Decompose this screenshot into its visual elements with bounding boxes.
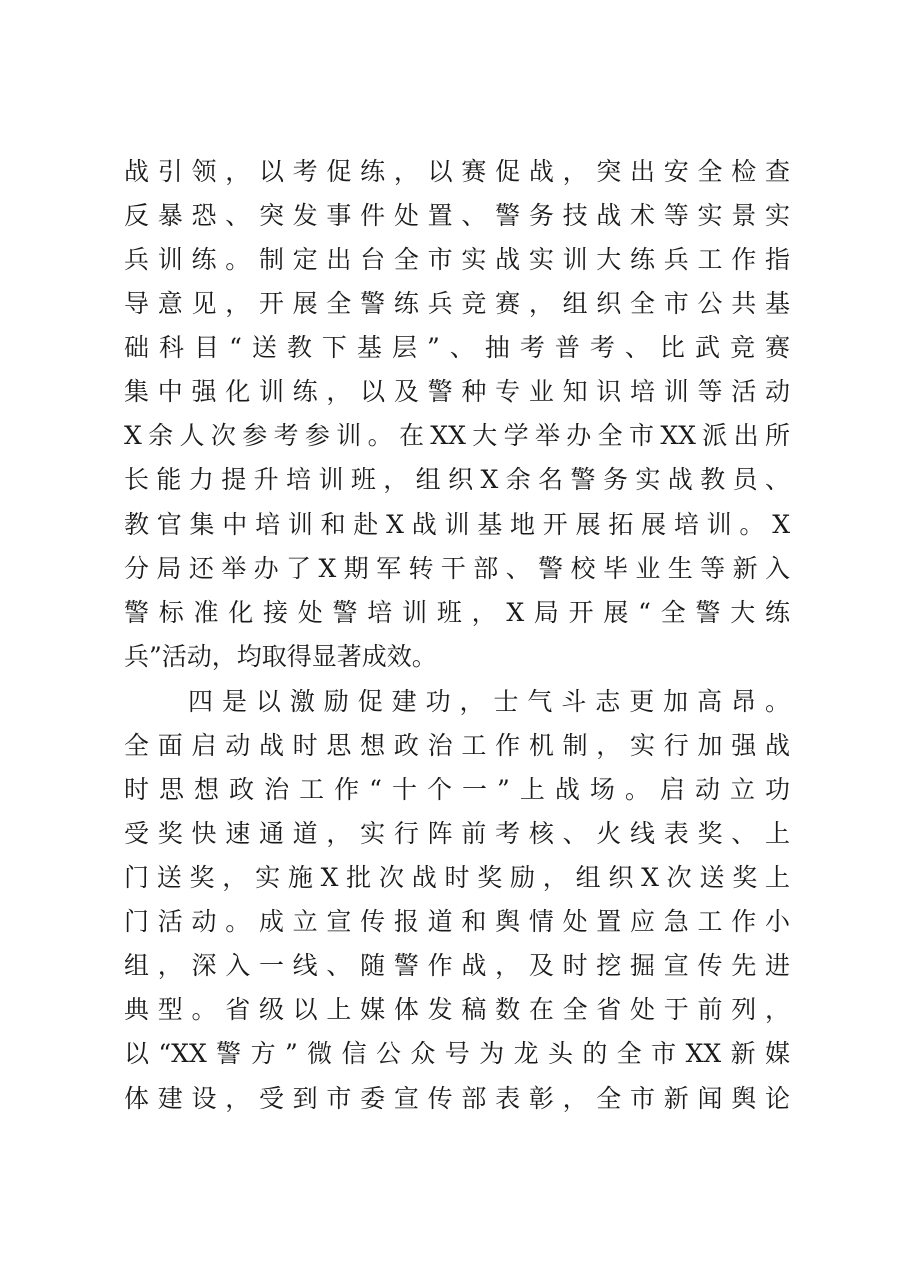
text-line: 门活动。成立宣传报道和舆情处置应急工作小 — [124, 907, 790, 936]
text-line: 兵”活动，均取得显著成效。 — [124, 642, 437, 671]
text-line: 警标准化接处警培训班，X局开展“全警大练 — [124, 598, 790, 627]
paragraph-heading-line: 四是以激励促建功，士气斗志更加高昂。 — [188, 687, 790, 716]
text-line: 集中强化训练，以及警种专业知识培训等活动 — [124, 377, 790, 406]
text-line: 础科目“送教下基层”、抽考普考、比武竞赛 — [124, 333, 790, 362]
text-line: 受奖快速通道，实行阵前考核、火线表奖、上 — [124, 819, 790, 848]
text-line: 时思想政治工作“十个一”上战场。启动立功 — [124, 775, 790, 804]
text-line: 反暴恐、突发事件处置、警务技战术等实景实 — [124, 201, 790, 230]
text-line: 以“XX警方”微信公众号为龙头的全市XX新媒 — [124, 1039, 790, 1068]
text-line: 门送奖，实施X批次战时奖励，组织X次送奖上 — [124, 863, 790, 892]
text-line: 全面启动战时思想政治工作机制，实行加强战 — [124, 731, 790, 760]
text-line: 兵训练。制定出台全市实战实训大练兵工作指 — [124, 245, 790, 274]
text-line: 组，深入一线、随警作战，及时挖掘宣传先进 — [124, 951, 790, 980]
text-line: 典型。省级以上媒体发稿数在全省处于前列， — [124, 995, 790, 1024]
text-line: 战引领，以考促练，以赛促战，突出安全检查 — [124, 157, 790, 186]
text-line: 长能力提升培训班，组织X余名警务实战教员、 — [124, 465, 790, 494]
text-line: 分局还举办了X期军转干部、警校毕业生等新入 — [124, 554, 790, 583]
text-line: X余人次参考参训。在XX大学举办全市XX派出所 — [124, 421, 790, 450]
text-line: 教官集中培训和赴X战训基地开展拓展培训。X — [124, 510, 790, 539]
text-line: 体建设，受到市委宣传部表彰，全市新闻舆论 — [124, 1084, 790, 1113]
text-line: 导意见，开展全警练兵竞赛，组织全市公共基 — [124, 289, 790, 318]
